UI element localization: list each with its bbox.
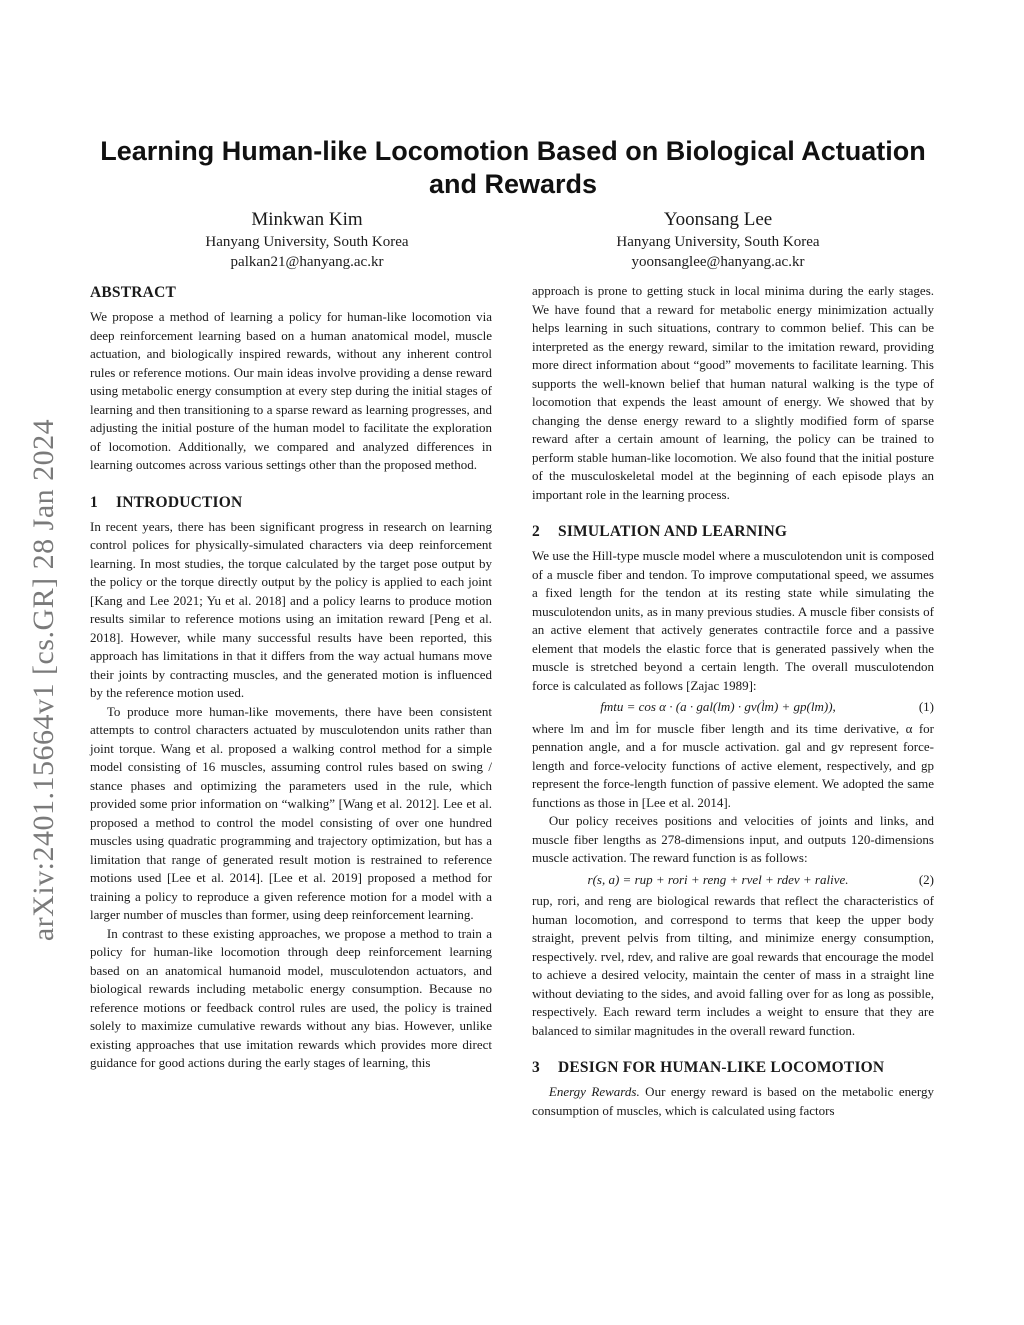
paragraph-text: Our energy reward is based on the metabolic energy consumption of muscles, which is calculated using factors — [532, 1084, 935, 1118]
equation-2 — [532, 871, 934, 890]
equation-number: (2) — [918, 871, 934, 887]
equation-number: (1) — [918, 699, 934, 714]
section-title: SIMULATION AND LEARNING — [558, 523, 788, 540]
section-heading — [532, 1057, 934, 1078]
paragraph: approach is prone to getting stuck in local minima during the early stages. We have found that a reward for metabolic energy minimization actually helps learning in such situations, contrary to common belief. This can be interpreted as the energy reward, similar to the imitation reward, providing more direct information about “good” movements to facilitate learning. This supports the well-known belief that human natural walking is the type of locomotion that expends the least amount of energy. We showed that by changing the dense energy reward to a slightly modified form of sparse reward after a certain amount of learning, the policy can be trained to perform stable human-like locomotion. We also found that the initial posture of the musculoskeletal model at the beginning of each episode plays an important role in the learning process. — [532, 283, 934, 502]
equation-1 — [532, 698, 934, 717]
author-email: yoonsanglee@hanyang.ac.kr — [631, 254, 805, 270]
arxiv-id: arXiv:2401.15664v1 [cs.GR] 28 Jan 2024 — [27, 418, 60, 942]
right-column — [532, 282, 934, 1120]
section-title: INTRODUCTION — [116, 493, 243, 511]
paragraph: In contrast to these existing approaches, we propose a method to train a policy for human-like locomotion through deep reinforcement learning based on an anatomical humanoid model, musculotendon actuators, and biological rewards including metabolic energy consumption. Because no reference motions or feedback control rules are used, the policy is trained solely to maximize cumulative rewards without any bias. However, unlike existing approaches that use imitation rewards which provides more direct guidance for good actions during the early stages of learning, this — [90, 925, 492, 1070]
section-number: 1 — [90, 493, 98, 511]
section-title: DESIGN FOR HUMAN-LIKE LOCOMOTION — [558, 1059, 885, 1076]
section-number: 3 — [532, 1059, 540, 1076]
paragraph: where lm and l̇m for muscle fiber length and its time derivative, α for pennation angle, and a for muscle activation. gal and gv represent force-length and force-velocity functions of active element, respectively, and gp represent the force-length function of passive element. We adopted the same functions as those in [Lee et al. 2014]. — [532, 720, 934, 810]
run-in-heading: Energy Rewards. — [548, 1084, 640, 1099]
author-block-1 — [97, 208, 517, 272]
arxiv-stamp — [14, 360, 74, 1000]
paragraph: In recent years, there has been significant progress in research on learning control polices for physically-simulated characters via deep reinforcement learning. In most studies, the torque calculated by the target pose output by the policy or the torque directly output by the policy is applied to each joint [Kang and Lee 2021; Yu et al. 2018] and a policy learns to produce motion results similar to reference motions using an imitation reward [Peng et al. 2018]. However, while many successful results have been reported, this approach has limitations in that it differs from the way actual humans move their joints by contracting muscles, and the generated motion is influenced by the reference motion used. — [90, 518, 492, 700]
paper-title: Learning Human-like Locomotion Based on Biological Actuation and Rewards — [100, 136, 926, 199]
equation-body: r(s, a) = rup + rori + reng + rvel + rdev + ralive. — [587, 871, 849, 887]
section-heading — [532, 521, 934, 542]
paragraph: rup, rori, and reng are biological rewards that reflect the characteristics of human locomotion, and correspond to terms that keep the upper body straight, prevent pelvis from tilting, and minimize energy consumption, respectively. rvel, rdev, and ralive are goal rewards that encourage the model to achieve a desired velocity, maintain the center of mass in a straight line without deviating to the sides, and avoid falling over for as long as possible, respectively. Each reward term includes a weight to ensure that they are balanced to similar magnitudes in the overall reward function. — [532, 893, 934, 1038]
left-column — [90, 282, 492, 1073]
section-number: 2 — [532, 523, 540, 540]
paragraph: To produce more human-like movements, there have been consistent attempts to control characters actuated by musculotendon units rather than joint torque. Wang et al. proposed a walking control method for a simple model consisting of 16 muscles, assuming control rules based on swing / stance phases and optimizing the parameters used in the rule, which provided some prior information on “walking” [Wang et al. 2012]. Lee et al. proposed a method to control the model consisting of over one hundred muscles using quadratic programming and trajectory optimization, but has a limitation that range of generated result motion is restrained to reference motions used [Lee et al. 2014]. [Lee et al. 2019] proposed a method for training a policy to reproduce a given reference motion for a model with a larger number of muscles than former, using deep reinforcement learning. — [90, 703, 492, 922]
author-block-2 — [508, 208, 928, 272]
author-name: Yoonsang Lee — [663, 209, 773, 230]
abstract-text: We propose a method of learning a policy for human-like locomotion via deep reinforcement learning based on a human anatomical model, muscle actuation, and biologically inspired rewards, without any inherent control rules or reference motions. Our main ideas involve providing a dense reward using metabolic energy consumption at every step during the initial stages of learning and then transitioning to a sparse reward as learning progresses, and adjusting the initial posture of the human model to facilitate the exploration of locomotion. Additionally, we compared and analyzed differences in learning outcomes across various settings other than the proposed method. — [90, 309, 492, 472]
equation-body: fmtu = cos α · (a · gal(lm) · gv(l̇m) + gp(lm)), — [600, 699, 836, 714]
section-heading — [90, 492, 492, 513]
paragraph: Our policy receives positions and velocities of joints and links, and muscle fiber lengths as 278-dimensions input, and outputs 120-dimensions muscle activation. The reward function is as follows: — [532, 813, 934, 865]
abstract-heading: ABSTRACT — [90, 284, 177, 301]
paragraph — [532, 1083, 934, 1120]
author-affiliation: Hanyang University, South Korea — [616, 234, 820, 250]
paragraph: We use the Hill-type muscle model where a musculotendon unit is composed of a muscle fiber and tendon. To improve computational speed, we assumes a fixed length for the tendon at its resting state while simulating the musculotendon units, as in many previous studies. A muscle fiber consists of an active element that actively generates contractile force and a passive element that models the elastic force that is generated passively when the muscle is stretched beyond a certain length. The overall musculotendon force is calculated as follows [Zajac 1989]: — [532, 548, 934, 693]
author-name: Minkwan Kim — [251, 209, 363, 230]
author-affiliation: Hanyang University, South Korea — [205, 234, 409, 250]
author-email: palkan21@hanyang.ac.kr — [230, 254, 384, 270]
